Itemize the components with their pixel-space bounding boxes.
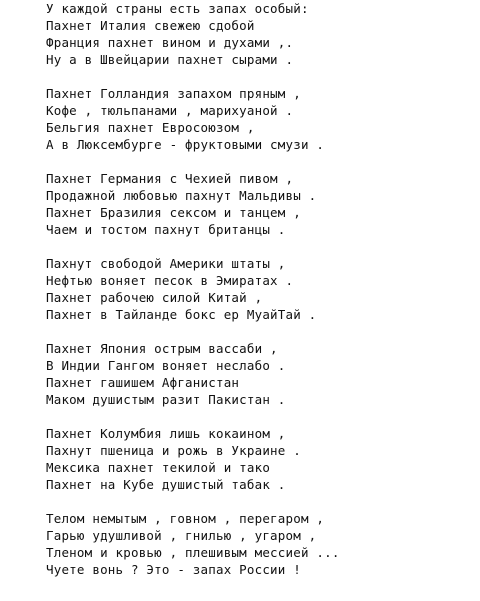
poem-line: Пахнет Германия с Чехией пивом , xyxy=(46,171,294,186)
stanza-4 xyxy=(46,255,480,323)
poem-line: Пахнет Италия свежею сдобой xyxy=(46,18,255,33)
stanza-7 xyxy=(46,510,480,578)
poem-line: Нефтью воняет песок в Эмиратах . xyxy=(46,273,294,288)
stanza-gap xyxy=(46,153,480,170)
poem-line: Пахнет Голландия запахом пряным , xyxy=(46,86,301,101)
stanza-gap xyxy=(46,493,480,510)
poem-line: Чуете вонь ? Это - запах России ! xyxy=(46,562,301,577)
stanza-gap xyxy=(46,408,480,425)
poem-line: Кофе , тюльпанами , марихуаной . xyxy=(46,103,294,118)
poem-line: Франция пахнет вином и духами ,. xyxy=(46,35,294,50)
poem-line: Пахнет Япония острым вассаби , xyxy=(46,341,278,356)
poem-line: А в Люксембурге - фруктовыми смузи . xyxy=(46,137,325,152)
stanza-gap xyxy=(46,68,480,85)
poem-line: Гарью удушливой , гнилью , угаром , xyxy=(46,528,317,543)
poem-line: Ну а в Швейцарии пахнет сырами . xyxy=(46,52,294,67)
poem-line: Пахнет рабочею силой Китай , xyxy=(46,290,263,305)
stanza-2 xyxy=(46,85,480,153)
poem-line: Пахнет в Тайланде бокс ер МуайТай . xyxy=(46,307,317,322)
stanza-gap xyxy=(46,238,480,255)
stanza-3 xyxy=(46,170,480,238)
poem-line: Чаем и тостом пахнут британцы . xyxy=(46,222,286,237)
poem-line: Тленом и кровью , плешивым мессией ... xyxy=(46,545,340,560)
poem-line: Бельгия пахнет Евросоюзом , xyxy=(46,120,255,135)
stanza-gap xyxy=(46,323,480,340)
poem-line: В Индии Гангом воняет неслабо . xyxy=(46,358,286,373)
poem-line: Телом немытым , говном , перегаром , xyxy=(46,511,325,526)
poem-line: Пахнет на Кубе душистый табак . xyxy=(46,477,286,492)
poem-line: Мексика пахнет текилой и тако xyxy=(46,460,271,475)
poem-line: Пахнет Бразилия сексом и танцем , xyxy=(46,205,301,220)
poem-text xyxy=(46,0,480,578)
poem-line: Пахнут пшеница и рожь в Украине . xyxy=(46,443,301,458)
stanza-1 xyxy=(46,0,480,68)
poem-line: Пахнут свободой Америки штаты , xyxy=(46,256,286,271)
poem-line: Маком душистым разит Пакистан . xyxy=(46,392,286,407)
poem-line: Пахнет гашишем Афганистан xyxy=(46,375,240,390)
stanza-5 xyxy=(46,340,480,408)
poem-line: Пахнет Колумбия лишь кокаином , xyxy=(46,426,286,441)
poem-line: У каждой страны есть запах особый: xyxy=(46,1,309,16)
stanza-6 xyxy=(46,425,480,493)
poem-line: Продажной любовью пахнут Мальдивы . xyxy=(46,188,317,203)
